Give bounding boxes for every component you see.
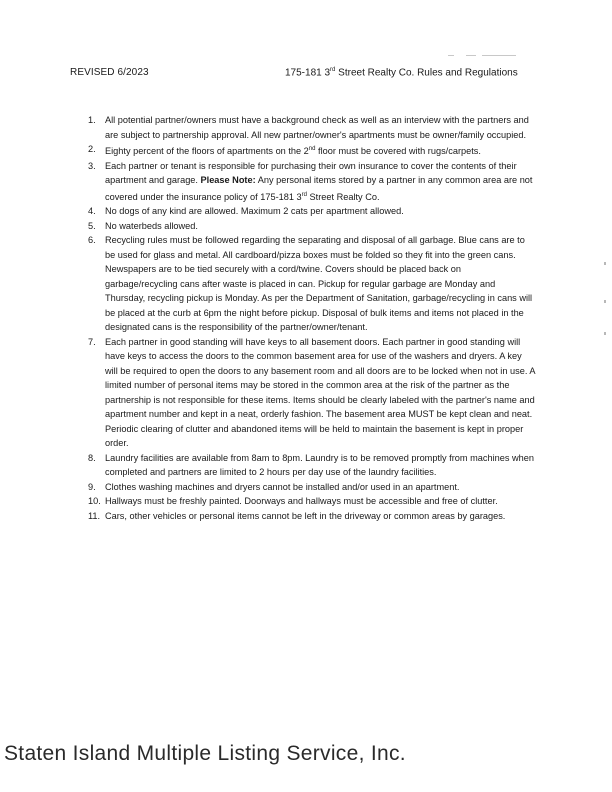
rule-number: 8.	[88, 452, 96, 463]
scan-speck	[604, 332, 606, 335]
rule-text: No dogs of any kind are allowed. Maximum 2 cats per apartment allowed.	[105, 206, 404, 217]
rule-number: 1.	[88, 115, 96, 125]
rule-sup: nd	[308, 146, 316, 152]
title-sup: rd	[330, 67, 336, 73]
rule-text: Recycling rules must be followed regarding the separating and disposal of all garbage. Blue cans are to be used for glass and metal. All cardboard/pizza boxes must be folded so they fit into the green cans. Newspapers are to be tied securely with a cord/twine. Covers should be placed back on garbage/recycling cans after waste is placed in can. Pickup for regular garbage are Monday and Thursday, recycling pickup is Monday. As per the Department of Sanitation, garbage/recycling in cans will be placed at the curb at 6pm the night before pickup. Disposal of bulk items and items not placed in the designated cans is the responsibility of the partner/owner/tenant.	[105, 235, 533, 333]
rule-text-pre: Each partner or tenant is responsible for purchasing their own insurance to cover the contents of their apartment and garage.	[105, 160, 517, 186]
rule-4	[88, 204, 536, 219]
rule-5	[88, 219, 536, 234]
rule-number: 4.	[88, 206, 96, 217]
scan-speck	[604, 262, 606, 265]
title-suffix: Street Realty Co. Rules and Regulations	[335, 67, 518, 79]
rule-number: 7.	[88, 336, 96, 347]
rule-number: 9.	[88, 481, 96, 492]
rule-text: Clothes washing machines and dryers cannot be installed and/or used in an apartment.	[105, 481, 460, 492]
rule-text: No waterbeds allowed.	[105, 220, 198, 231]
rule-1	[88, 113, 536, 142]
rule-text-pre: Eighty percent of the floors of apartments on the 2	[105, 146, 309, 157]
rule-text: Hallways must be freshly painted. Doorways and hallways must be accessible and free of clutter.	[105, 496, 498, 507]
scan-speck	[604, 300, 606, 303]
title-prefix: 175-181 3	[285, 67, 331, 79]
rule-number: 2.	[88, 144, 96, 154]
rule-text: Laundry facilities are available from 8am to 8pm. Laundry is to be removed promptly from machines when completed and partners are limited to 2 hours per day use of the laundry facilities.	[105, 452, 534, 478]
document-title	[285, 67, 518, 78]
rule-number: 11.	[88, 510, 101, 521]
rule-10	[88, 494, 536, 509]
rule-number: 5.	[88, 220, 96, 231]
rule-text-post: floor must be covered with rugs/carpets.	[315, 146, 481, 157]
rule-text: All potential partner/owners must have a background check as well as an interview with the partners and are subject to partnership approval. All new partner/owner's apartments must be owner/family occupied.	[105, 115, 529, 140]
rule-3	[88, 159, 536, 205]
rule-9	[88, 480, 536, 495]
please-note: Please Note:	[200, 175, 256, 186]
rule-sup: rd	[301, 191, 307, 198]
rule-6	[88, 233, 536, 335]
rule-number: 6.	[88, 235, 96, 246]
rule-text-post: Any personal items stored by a partner in any common area are not covered under the insurance policy of 175-181 3	[105, 175, 533, 202]
rule-11	[88, 509, 536, 524]
rule-text: Cars, other vehicles or personal items cannot be left in the driveway or common areas by garages.	[105, 510, 506, 521]
rule-number: 10.	[88, 496, 101, 507]
watermark-footer: Staten Island Multiple Listing Service, Inc.	[4, 742, 406, 765]
rule-text-post2: Street Realty Co.	[306, 191, 380, 202]
rule-2	[88, 142, 536, 159]
rule-number: 3.	[88, 160, 96, 171]
rules-list	[88, 113, 536, 523]
rule-text: Each partner in good standing will have keys to all basement doors. Each partner in good standing will have keys to access the doors to the common basement area for use of the washers and dryers. A key will be required to open the doors to any basement room and all doors are to be locked when not in use. A limited number of personal items may be stored in the common area at the risk of the partner as the partnership is not responsible for these items. Items should be clearly labeled with the partner's name and apartment number and kept in a neat, orderly fashion. The basement area MUST be kept clean and neat. Periodic clearing of clutter and abandoned items will be held to maintain the basement is kept in proper order.	[105, 336, 536, 449]
rule-8	[88, 451, 536, 480]
revised-date: REVISED 6/2023	[70, 67, 149, 78]
scan-mark	[448, 55, 518, 57]
rule-7	[88, 335, 536, 451]
